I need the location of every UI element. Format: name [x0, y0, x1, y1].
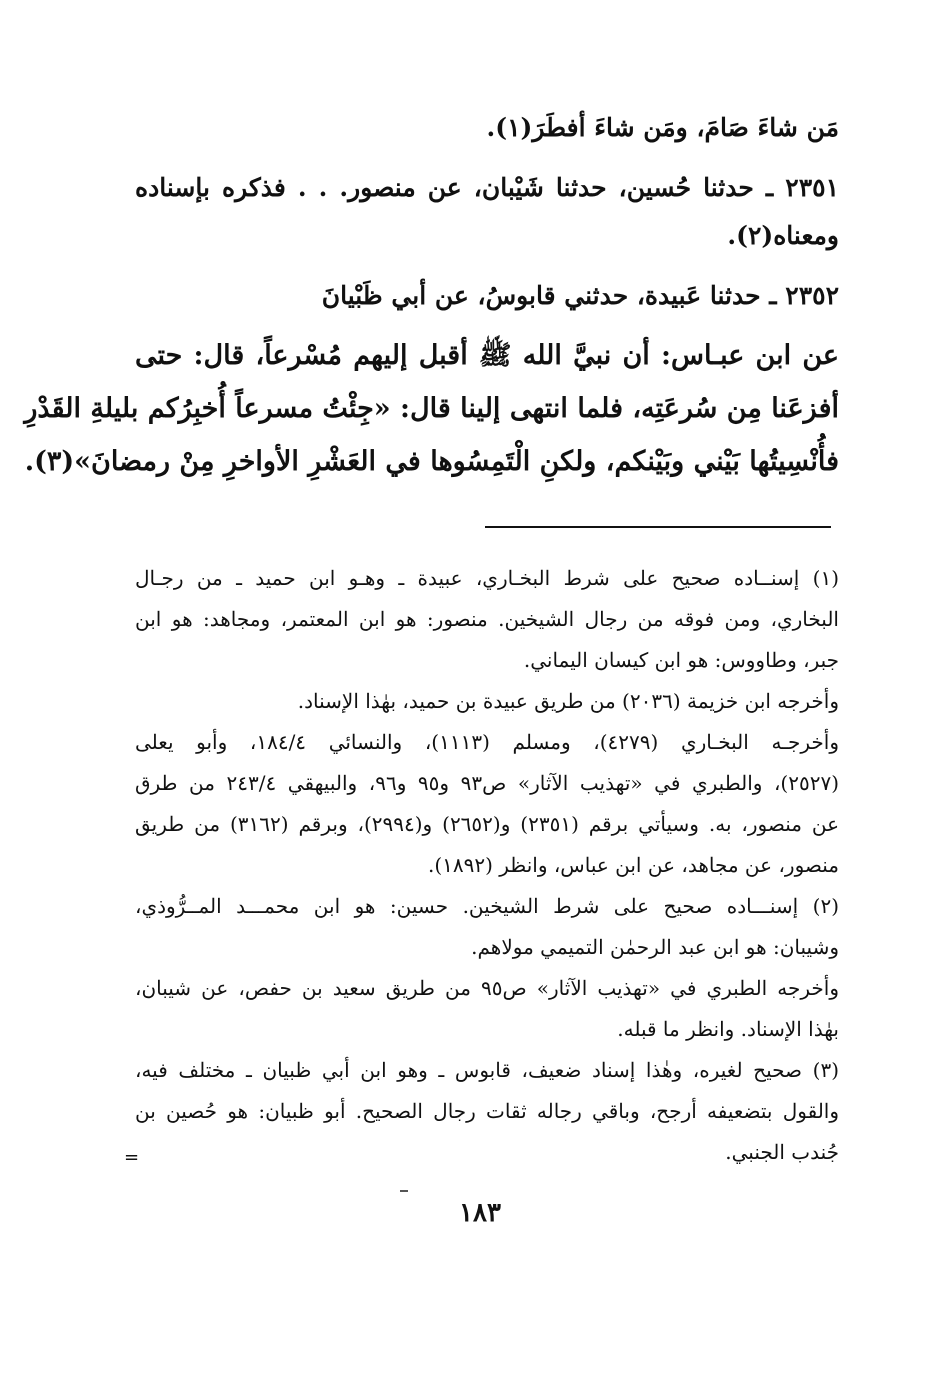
- footnote-separator: [485, 526, 831, 528]
- footnote-2-line: (٢) إسنـــاده صحيح على شرط الشيخين. حسين: هو ابن محمـــد المــرُّوذي،: [135, 894, 839, 918]
- footnote-1-line: (١) إسنــاده صحيح على شرط البخـاري، عبيدة ـ وهـو ابن حميد ـ من رجـال: [135, 566, 839, 590]
- footnote-2-line: وأخرجه الطبري في «تهذيب الآثار» ص٩٥ من طريق سعيد بن حفص، عن شيبان،: [135, 976, 840, 1000]
- footnote-3-line: جُندب الجنبي.: [725, 1140, 839, 1164]
- hadith-2352-line: ٢٣٥٢ ـ حدثنا عَبيدة، حدثني قابوسُ، عن أبي ظَبْيانَ: [321, 281, 839, 310]
- matn-line: أفزعَنا مِن سُرعَتِه، فلما انتهى إلينا قال: «جِئْتُ مسرعاً أُخبِرُكم بليلةِ القَدْرِ: [24, 393, 839, 424]
- footnote-3-line: والقول بتضعيفه أرجح، وباقي رجاله ثقات رجال الصحيح. أبو ظبيان: هو حُصين بن: [135, 1099, 839, 1123]
- footnote-1-line: وأخرجـه البخـاري (٤٢٧٩)، ومسلم (١١١٣)، والنسائي ١٨٤/٤، وأبو يعلى: [135, 730, 839, 754]
- footnote-1-line: جبر، وطاووس: هو ابن كيسان اليماني.: [523, 648, 839, 672]
- footnote-1-line: البخاري، ومن فوقه من رجال الشيخين. منصور: هو ابن المعتمر، ومجاهد: هو ابن: [135, 607, 839, 631]
- continuation-mark: =: [124, 1147, 140, 1168]
- print-speck: [400, 1190, 408, 1192]
- matn-line: فأُنْسِيتُها بَيْني وبَيْنكم، ولكنِ الْتَمِسُوها في العَشْرِ الأواخرِ مِنْ رمضانَ»(٣).: [24, 446, 839, 477]
- footnote-1-line: منصور، عن مجاهد، عن ابن عباس، وانظر (١٨٩٢).: [427, 853, 839, 877]
- matn-line: عن ابن عبـاس: أن نبيَّ الله ﷺ أقبل إليهم مُسْرعاً، قال: حتى: [135, 340, 839, 371]
- footnote-1-line: عن منصور، به. وسيأتي برقم (٢٣٥١) و(٢٦٥٢) و(٢٩٩٤)، وبرقم (٣١٦٢) من طريق: [135, 812, 840, 836]
- hadith-2351-line: ٢٣٥١ ـ حدثنا حُسين، حدثنا شَيْبان، عن منصور. . . فذكره بإسناده: [135, 173, 839, 202]
- hadith-2351-line: ومعناه(٢).: [727, 221, 839, 250]
- footnote-1-line: (٢٥٢٧)، والطبري في «تهذيب الآثار» ص٩٣ و٩٥ و٩٦، والبيهقي ٢٤٣/٤ من طرق: [135, 771, 840, 795]
- footnote-2-line: بهٰذا الإسناد. وانظر ما قبله.: [617, 1017, 839, 1041]
- page-number: ١٨٣: [459, 1198, 501, 1228]
- footnote-2-line: وشيبان: هو ابن عبد الرحمٰن التميمي مولاهم.: [471, 935, 839, 959]
- footnote-3-line: (٣) صحيح لغيره، وهٰذا إسناد ضعيف، قابوس ـ وهو ابن أبي ظبيان ـ مختلف فيه،: [135, 1058, 839, 1082]
- footnote-1-line: وأخرجه ابن خزيمة (٢٠٣٦) من طريق عبيدة بن حميد، بهٰذا الإسناد.: [297, 689, 839, 713]
- main-text-line: مَن شاءَ صَامَ، ومَن شاءَ أفطَرَ(١).: [486, 113, 839, 142]
